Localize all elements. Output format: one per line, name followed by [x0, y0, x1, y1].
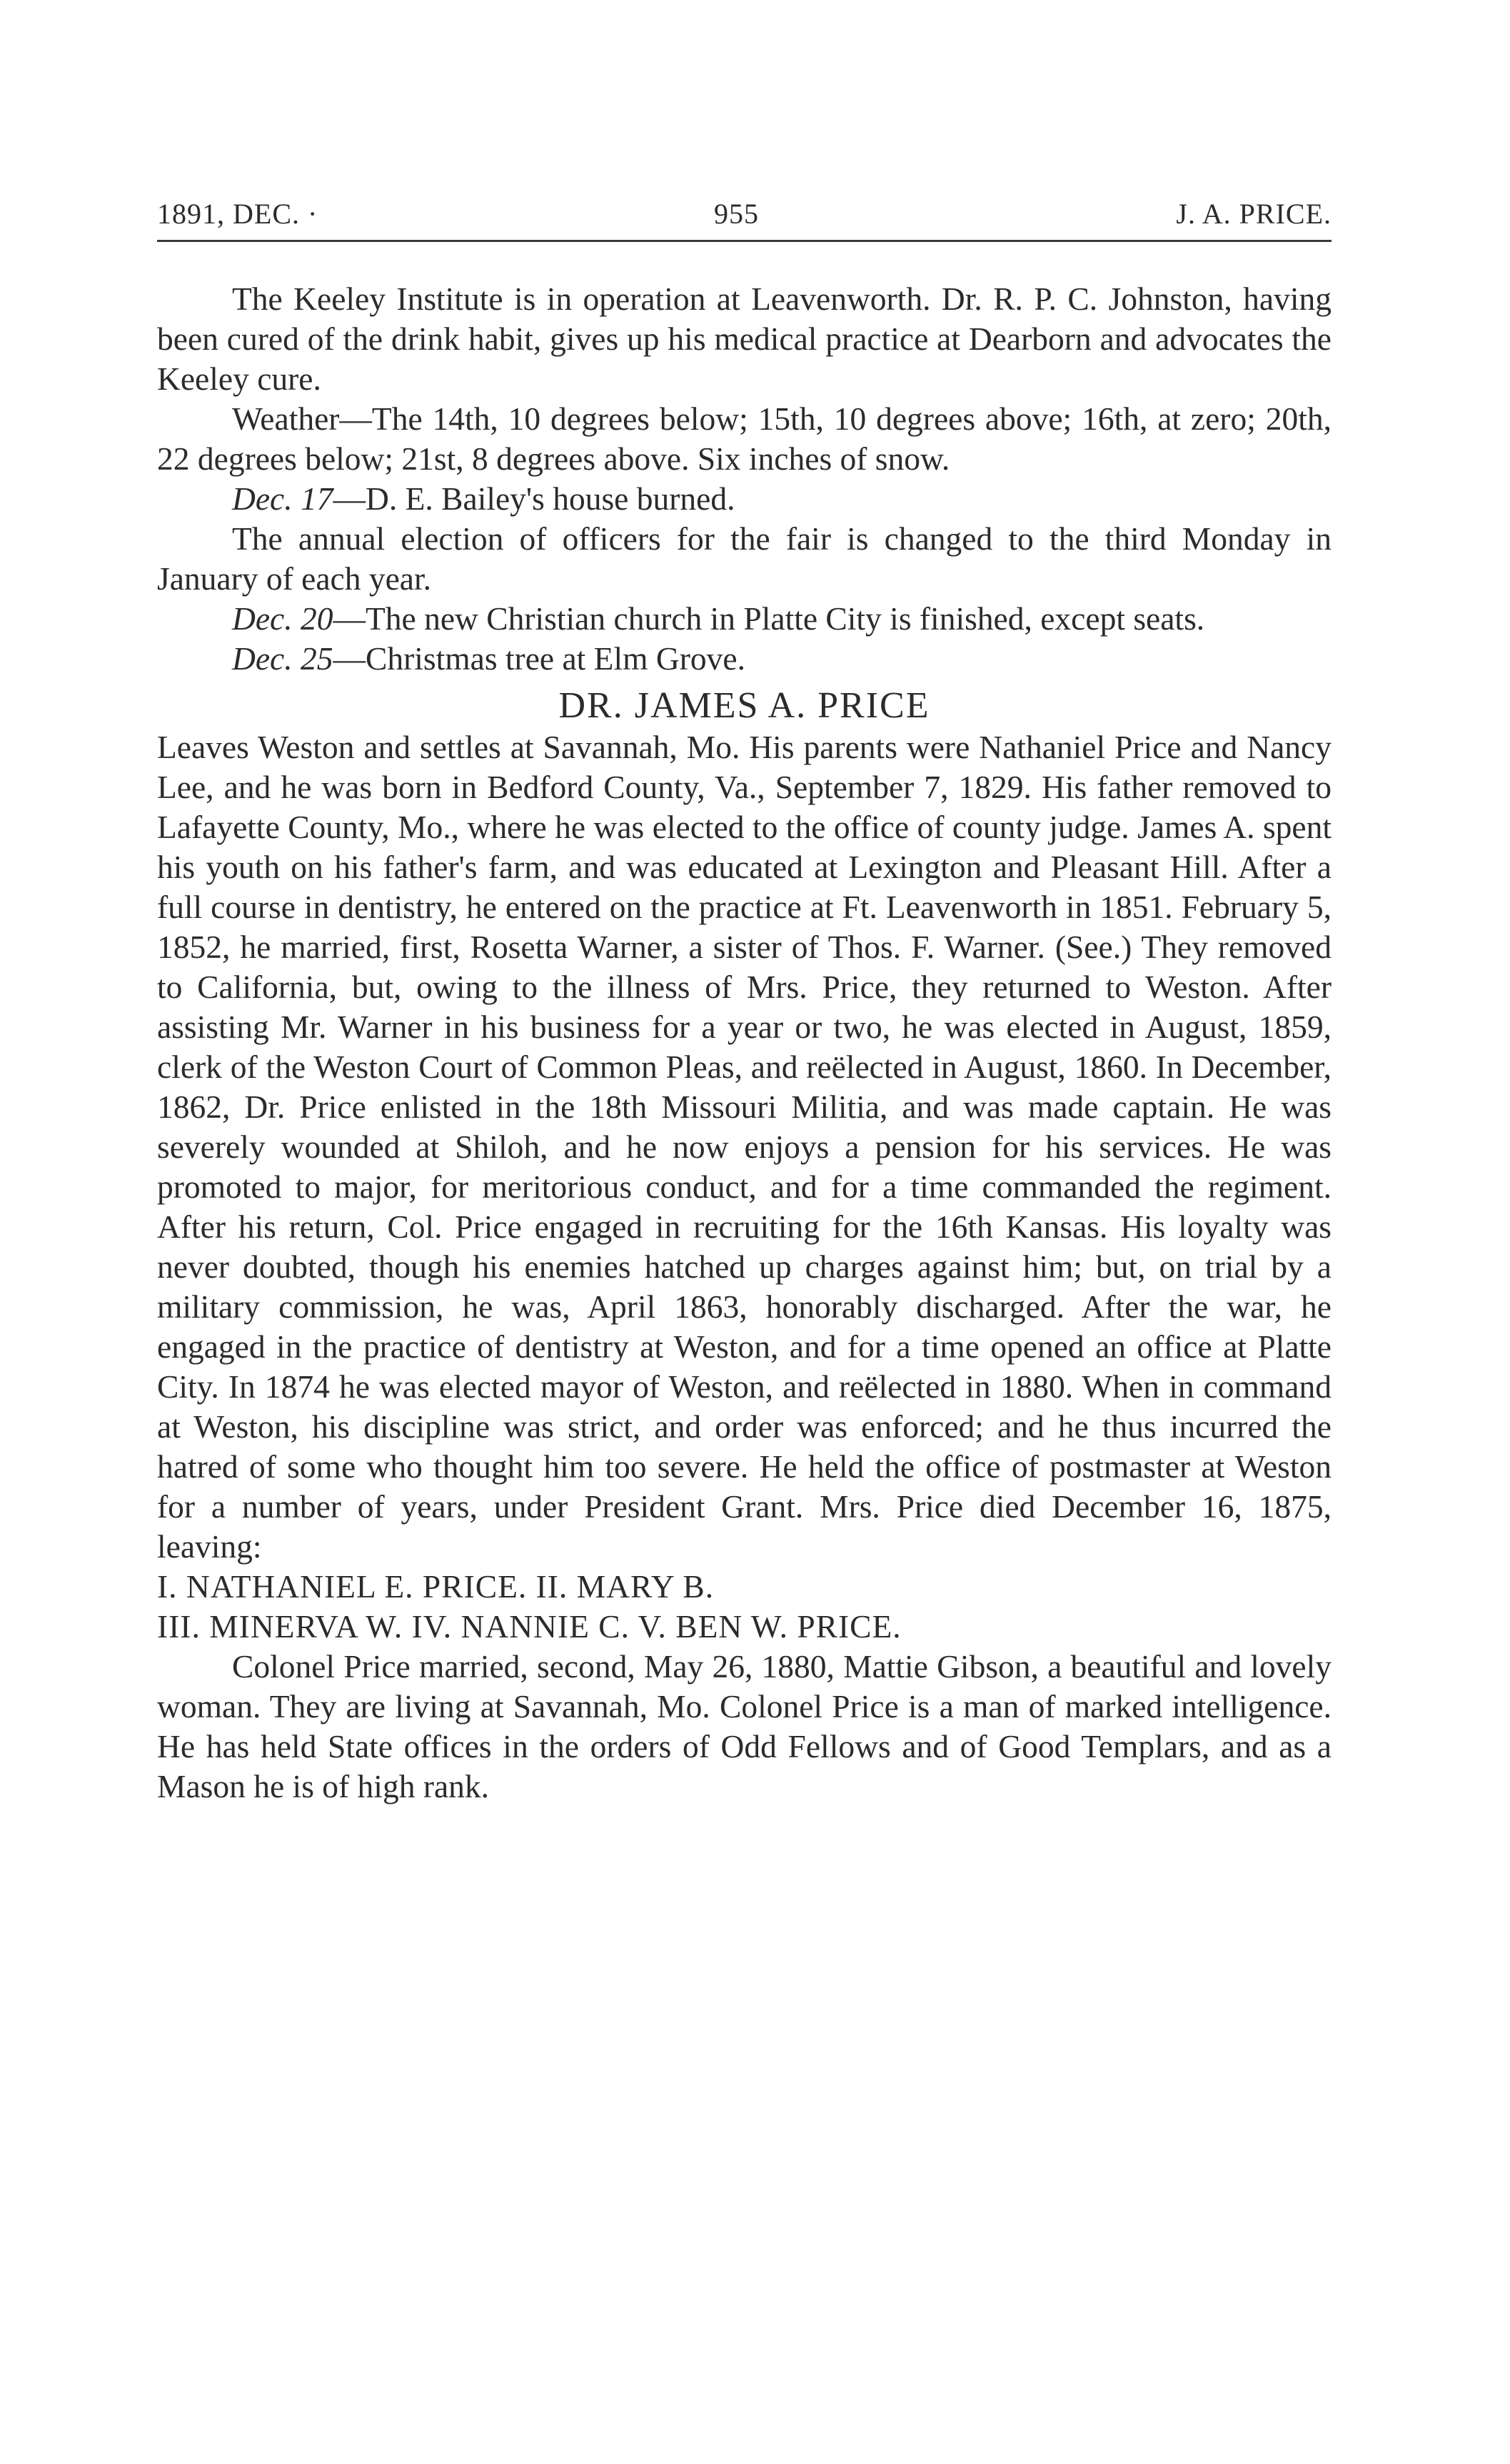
- election-paragraph: The annual election of officers for the fair is changed to the third Monday in January of each year.: [157, 520, 1332, 597]
- weather-paragraph: Weather—The 14th, 10 degrees below; 15th, 10 degrees above; 16th, at zero; 20th, 22 degrees below; 21st, 8 degrees above. Six inches of snow.: [157, 400, 1332, 477]
- dec25-text: —Christmas tree at Elm Grove.: [333, 640, 745, 677]
- running-head-date: 1891, DEC. ·: [157, 198, 318, 230]
- dec20-entry: [157, 599, 1332, 639]
- dec20-date: Dec. 20: [232, 600, 333, 637]
- dec17-date: Dec. 17: [232, 480, 333, 517]
- second-marriage-paragraph: Colonel Price married, second, May 26, 1880, Mattie Gibson, a beautiful and lovely woman. They are living at Savannah, Mo. Colonel Price is a man of marked intelligence. He has held State offices in the orders of Odd Fellows and of Good Templars, and as a Mason he is of high rank.: [157, 1648, 1332, 1804]
- page-number: 955: [714, 198, 759, 230]
- dec17-text: —D. E. Bailey's house burned.: [333, 480, 735, 517]
- dec25-date: Dec. 25: [232, 640, 333, 677]
- running-head: [157, 193, 1332, 242]
- book-page: [157, 193, 1332, 2405]
- dec20-text: —The new Christian church in Platte City is finished, except seats.: [333, 600, 1205, 637]
- dec25-entry: [157, 639, 1332, 679]
- children-list-line-1: I. NATHANIEL E. PRICE. II. MARY B.: [157, 1568, 715, 1605]
- children-list-line-2: III. MINERVA W. IV. NANNIE C. V. BEN W. PRICE.: [157, 1608, 902, 1645]
- biography-paragraph: Leaves Weston and settles at Savannah, Mo. His parents were Nathaniel Price and Nancy Lee, and he was born in Bedford County, Va., September 7, 1829. His father removed to Lafayette County, Mo., where he was elected to the office of county judge. James A. spent his youth on his father's farm, and was educated at Lexington and Pleasant Hill. After a full course in dentistry, he entered on the practice at Ft. Leavenworth in 1851. February 5, 1852, he married, first, Rosetta Warner, a sister of Thos. F. Warner. (See.) They removed to California, but, owing to the illness of Mrs. Price, they returned to Weston. After assisting Mr. Warner in his business for a year or two, he was elected in August, 1859, clerk of the Weston Court of Common Pleas, and reëlected in August, 1860. In December, 1862, Dr. Price enlisted in the 18th Missouri Militia, and was made captain. He was severely wounded at Shiloh, and he now enjoys a pension for his services. He was promoted to major, for meritorious conduct, and for a time commanded the regiment. After his return, Col. Price engaged in recruiting for the 16th Kansas. His loyalty was never doubted, though his enemies hatched up charges against him; but, on trial by a military commission, he was, April 1863, honorably discharged. After the war, he engaged in the practice of dentistry at Weston, and for a time opened an office at Platte City. In 1874 he was elected mayor of Weston, and reëlected in 1880. When in command at Weston, his discipline was strict, and order was enforced; and he thus incurred the hatred of some who thought him too severe. He held the office of postmaster at Weston for a number of years, under President Grant. Mrs. Price died December 16, 1875, leaving:: [157, 729, 1332, 1565]
- keeley-paragraph: The Keeley Institute is in operation at Leavenworth. Dr. R. P. C. Johnston, having been cured of the drink habit, gives up his medical practice at Dearborn and advocates the Keeley cure.: [157, 281, 1332, 397]
- page-body: [157, 279, 1332, 1807]
- running-head-title: J. A. PRICE.: [1176, 198, 1332, 230]
- section-heading: DR. JAMES A. PRICE: [558, 685, 930, 726]
- dec17-entry: [157, 479, 1332, 519]
